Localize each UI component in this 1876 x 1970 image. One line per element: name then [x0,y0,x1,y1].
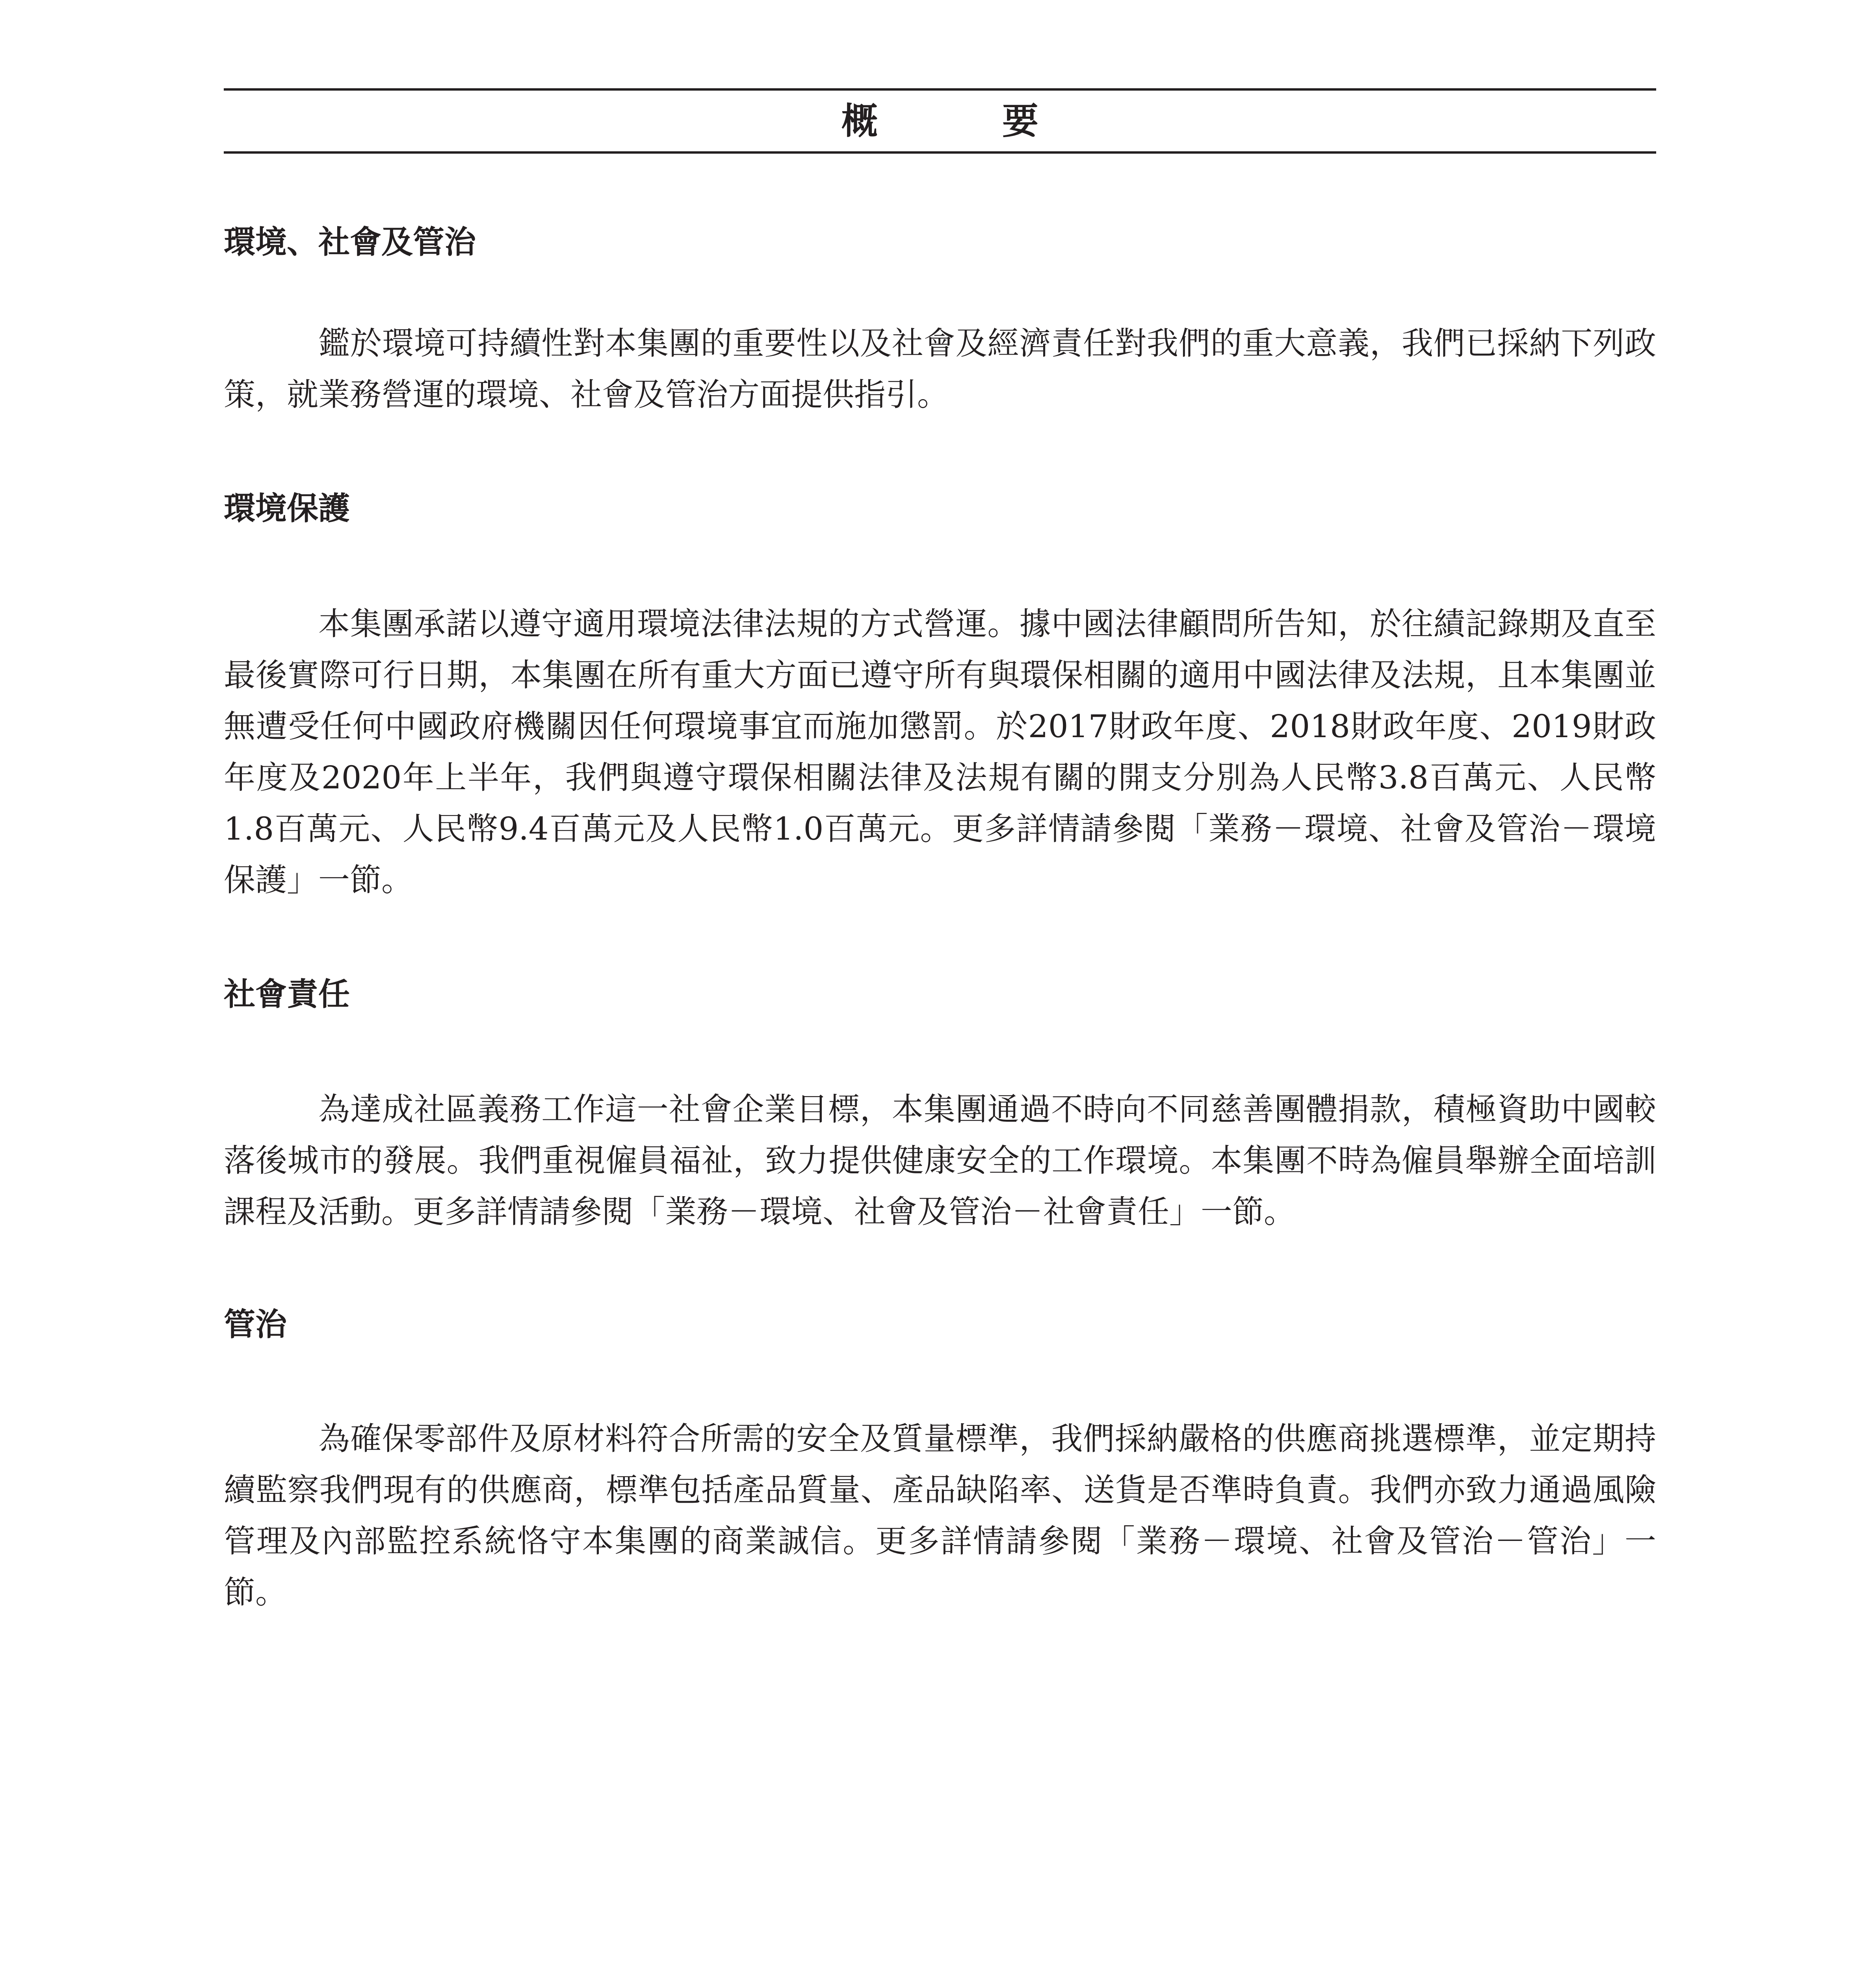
section-heading: 社會責任 [224,976,350,1013]
section-paragraph: 本集團承諾以遵守適用環境法律法規的方式營運。據中國法律顧問所告知，於往績記錄期及直至最後實際可行日期，本集團在所有重大方面已遵守所有與環保相關的適用中國法律及法規，且本集團並無遭受任何中國政府機關因任何環境事宜而施加懲罰。於2017財政年度、2018財政年度、2019財政年度及2020年上半年，我們與遵守環保相關法律及法規有關的開支分別為人民幣3.8百萬元、人民幣1.8百萬元、人民幣9.4百萬元及人民幣1.0百萬元。更多詳情請參閱「業務－環境、社會及管治－環境保護」一節。 [224,606,1656,898]
section-social-responsibility [224,978,1656,1238]
section-heading: 管治 [224,1306,287,1343]
page-header [224,88,1656,154]
section-paragraph: 鑑於環境可持續性對本集團的重要性以及社會及經濟責任對我們的重大意義，我們已採納下列政策，就業務營運的環境、社會及管治方面提供指引。 [224,325,1656,413]
section-heading: 環境保護 [224,490,350,527]
section-esg [224,223,1656,420]
section-paragraph: 為確保零部件及原材料符合所需的安全及質量標準，我們採納嚴格的供應商挑選標準，並定期持續監察我們現有的供應商，標準包括產品質量、產品缺陷率、送貨是否準時負責。我們亦致力通過風險管理及內部監控系統恪守本集團的商業誠信。更多詳情請參閱「業務－環境、社會及管治－管治」一節。 [224,1420,1656,1611]
section-paragraph: 為達成社區義務工作這一社會企業目標，本集團通過不時向不同慈善團體捐款，積極資助中國較落後城市的發展。我們重視僱員福祉，致力提供健康安全的工作環境。本集團不時為僱員舉辦全面培訓課程及活動。更多詳情請參閱「業務－環境、社會及管治－社會責任」一節。 [224,1091,1656,1230]
section-governance [224,1308,1656,1618]
section-environmental-protection [224,492,1656,906]
page-title: 概 要 [841,100,1083,142]
section-heading: 環境、社會及管治 [224,223,476,260]
document-body [224,213,1656,1618]
